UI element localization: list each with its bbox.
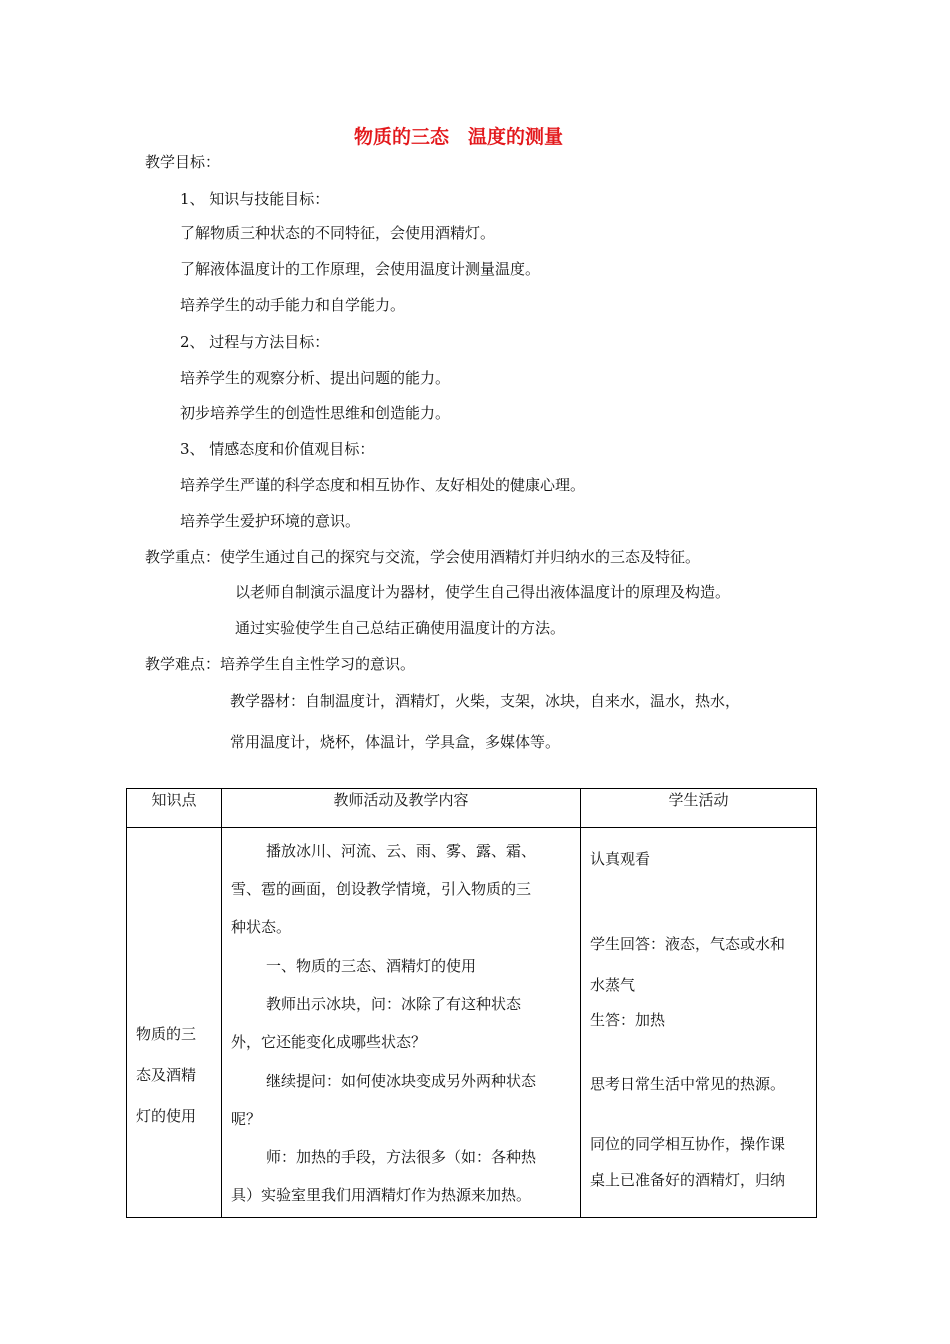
goal-1-item: 培养学生的动手能力和自学能力。 [180, 296, 406, 314]
key-points: 以老师自制演示温度计为器材，使学生自己得出液体温度计的原理及构造。 [235, 583, 731, 601]
key-points: 教学重点：使学生通过自己的探究与交流，学会使用酒精灯并归纳水的三态及特征。 [145, 548, 701, 566]
goal-1-item: 了解物质三种状态的不同特征，会使用酒精灯。 [180, 224, 496, 242]
knowledge-line: 灯的使用 [136, 1107, 197, 1125]
teacher-line: 呢？ [231, 1110, 262, 1128]
goal-2-item: 培养学生的观察分析、提出问题的能力。 [180, 369, 451, 387]
student-cell [581, 828, 817, 1218]
goal-2-heading: 2、 过程与方法目标： [180, 333, 330, 351]
teacher-cell [222, 828, 581, 1218]
student-line: 桌上已准备好的酒精灯，归纳 [590, 1171, 786, 1189]
key-points: 通过实验使学生自己总结正确使用温度计的方法。 [235, 619, 566, 637]
teacher-line: 师：加热的手段，方法很多（如：各种热 [266, 1148, 537, 1166]
difficulty: 教学难点：培养学生自主性学习的意识。 [145, 655, 416, 673]
goal-2-item: 初步培养学生的创造性思维和创造能力。 [180, 404, 451, 422]
teacher-line: 具）实验室里我们用酒精灯作为热源来加热。 [231, 1186, 532, 1204]
teacher-line: 外，它还能变化成哪些状态？ [231, 1033, 427, 1051]
table-header-row [127, 789, 817, 828]
teacher-line: 播放冰川、河流、云、雨、雾、露、霜、 [266, 842, 537, 860]
table-row [127, 828, 817, 1218]
header-knowledge: 知识点 [127, 789, 222, 828]
goal-3-item: 培养学生爱护环境的意识。 [180, 512, 361, 530]
student-line: 同位的同学相互协作，操作课 [590, 1135, 786, 1153]
teacher-line: 教师出示冰块，问：冰除了有这种状态 [266, 995, 522, 1013]
teacher-line: 一、物质的三态、酒精灯的使用 [266, 957, 477, 975]
teacher-line: 雪、雹的画面，创设教学情境，引入物质的三 [231, 880, 532, 898]
student-line: 生答：加热 [590, 1011, 666, 1029]
equipment: 教学器材：自制温度计，酒精灯，火柴，支架，冰块，自来水，温水，热水， [230, 692, 741, 710]
goal-3-heading: 3、 情感态度和价值观目标： [180, 440, 375, 458]
knowledge-cell [127, 828, 222, 1218]
goal-1-heading: 1、 知识与技能目标： [180, 190, 330, 208]
goals-heading: 教学目标： [145, 153, 221, 171]
teacher-line: 种状态。 [231, 918, 292, 936]
knowledge-line: 态及酒精 [136, 1066, 197, 1084]
student-line: 思考日常生活中常见的热源。 [590, 1075, 786, 1093]
student-line: 学生回答：液态，气态或水和 [590, 935, 786, 953]
header-student: 学生活动 [581, 789, 817, 828]
knowledge-line: 物质的三 [136, 1025, 197, 1043]
goal-1-item: 了解液体温度计的工作原理，会使用温度计测量温度。 [180, 260, 541, 278]
header-teacher: 教师活动及教学内容 [222, 789, 581, 828]
equipment: 常用温度计，烧杯，体温计，学具盒，多媒体等。 [230, 733, 561, 751]
student-line: 认真观看 [590, 850, 651, 868]
student-line: 水蒸气 [590, 976, 636, 994]
page-title: 物质的三态 温度的测量 [354, 126, 564, 148]
goal-3-item: 培养学生严谨的科学态度和相互协作、友好相处的健康心理。 [180, 476, 586, 494]
lesson-table [126, 788, 817, 1218]
teacher-line: 继续提问：如何使冰块变成另外两种状态 [266, 1072, 537, 1090]
